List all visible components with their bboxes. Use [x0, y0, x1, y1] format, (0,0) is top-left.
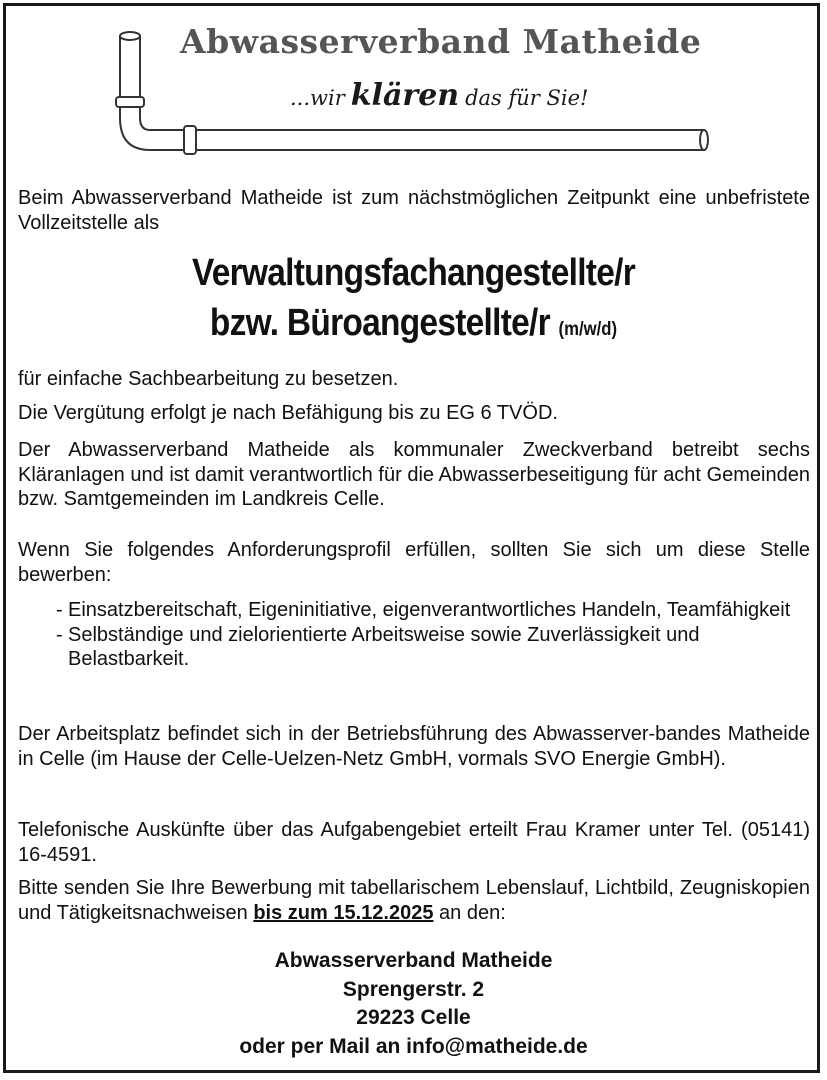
- list-item: [56, 623, 816, 672]
- address-city: 29223 Celle: [356, 1006, 471, 1029]
- intro-text: [18, 186, 810, 235]
- address-block: [0, 947, 827, 1061]
- slogan-pre: ...wir: [290, 86, 345, 110]
- deadline: bis zum 15.12.2025: [253, 901, 434, 924]
- application-text: [18, 876, 810, 925]
- slogan-post: das für Sie!: [465, 86, 589, 110]
- workplace-text: Der Arbeitsplatz befindet sich in der Betriebsführung des Abwasserver-bandes Matheide in Celle (im Hause der Celle-Uelzen-Netz GmbH, vormals SVO Energie GmbH).: [18, 723, 810, 770]
- profile-text: Wenn Sie folgendes Anforderungsprofil erfüllen, sollten Sie sich um diese Stelle bewerben:: [18, 539, 810, 586]
- list-item-text: Einsatzbereitschaft, Eigeninitiative, eigenverantwortliches Handeln, Teamfähigkeit: [68, 599, 791, 621]
- paragraph-workplace: [18, 722, 810, 771]
- logo: [0, 0, 827, 170]
- requirements-list: [56, 598, 816, 672]
- paragraph-salary: [18, 401, 810, 426]
- paragraph-tasks: [18, 367, 810, 392]
- list-item: [56, 598, 816, 623]
- address-name: Abwasserverband Matheide: [274, 949, 553, 972]
- bullet-dash: -: [56, 623, 63, 646]
- application-pre: Bitte senden Sie Ihre Bewerbung mit tabellarischem Lebenslauf, Lichtbild, Zeugniskopien und Tätigkeitsnachweisen: [18, 877, 810, 924]
- salary-text: Die Vergütung erfolgt je nach Befähigung bis zu EG 6 TVÖD.: [18, 402, 558, 424]
- paragraph-about: [18, 438, 810, 512]
- application-post: an den:: [439, 901, 506, 924]
- logo-title: Abwasserverband Matheide: [180, 22, 702, 61]
- job-title-line2: [50, 300, 778, 353]
- address-mail: oder per Mail an info@matheide.de: [239, 1034, 588, 1058]
- address-street: Sprengerstr. 2: [342, 977, 485, 1001]
- tasks-text: für einfache Sachbearbeitung zu besetzen.: [18, 368, 399, 390]
- bullet-dash: -: [56, 599, 63, 621]
- paragraph-contact: [18, 818, 810, 867]
- contact-text: Telefonische Auskünfte über das Aufgabengebiet erteilt Frau Kramer unter Tel. (05141) 16-4591.: [18, 819, 810, 866]
- list-item-text: Selbständige und zielorientierte Arbeitsweise sowie Zuverlässigkeit und Belastbarkeit.: [68, 623, 700, 670]
- slogan-main: klären: [350, 78, 460, 113]
- logo-slogan: [290, 78, 589, 113]
- about-text: Der Abwasserverband Matheide als kommunaler Zweckverband betreibt sechs Kläranlagen und ist damit verantwortlich für die Abwasserbeseitigung für acht Gemeinden bzw. Samtgemeinden im Landkreis Celle.: [18, 439, 810, 510]
- job-title-text: bzw. Büroangestellte/r: [209, 302, 550, 344]
- intro-paragraph: Beim Abwasserverband Matheide ist zum nächstmöglichen Zeitpunkt eine unbefristete Vollzeitstelle als: [18, 187, 810, 234]
- job-title-line1: Verwaltungsfachangestellte/r: [191, 252, 636, 294]
- paragraph-profile: [18, 538, 810, 587]
- gender-note: (m/w/d): [558, 319, 618, 340]
- paragraph-application: [18, 876, 810, 925]
